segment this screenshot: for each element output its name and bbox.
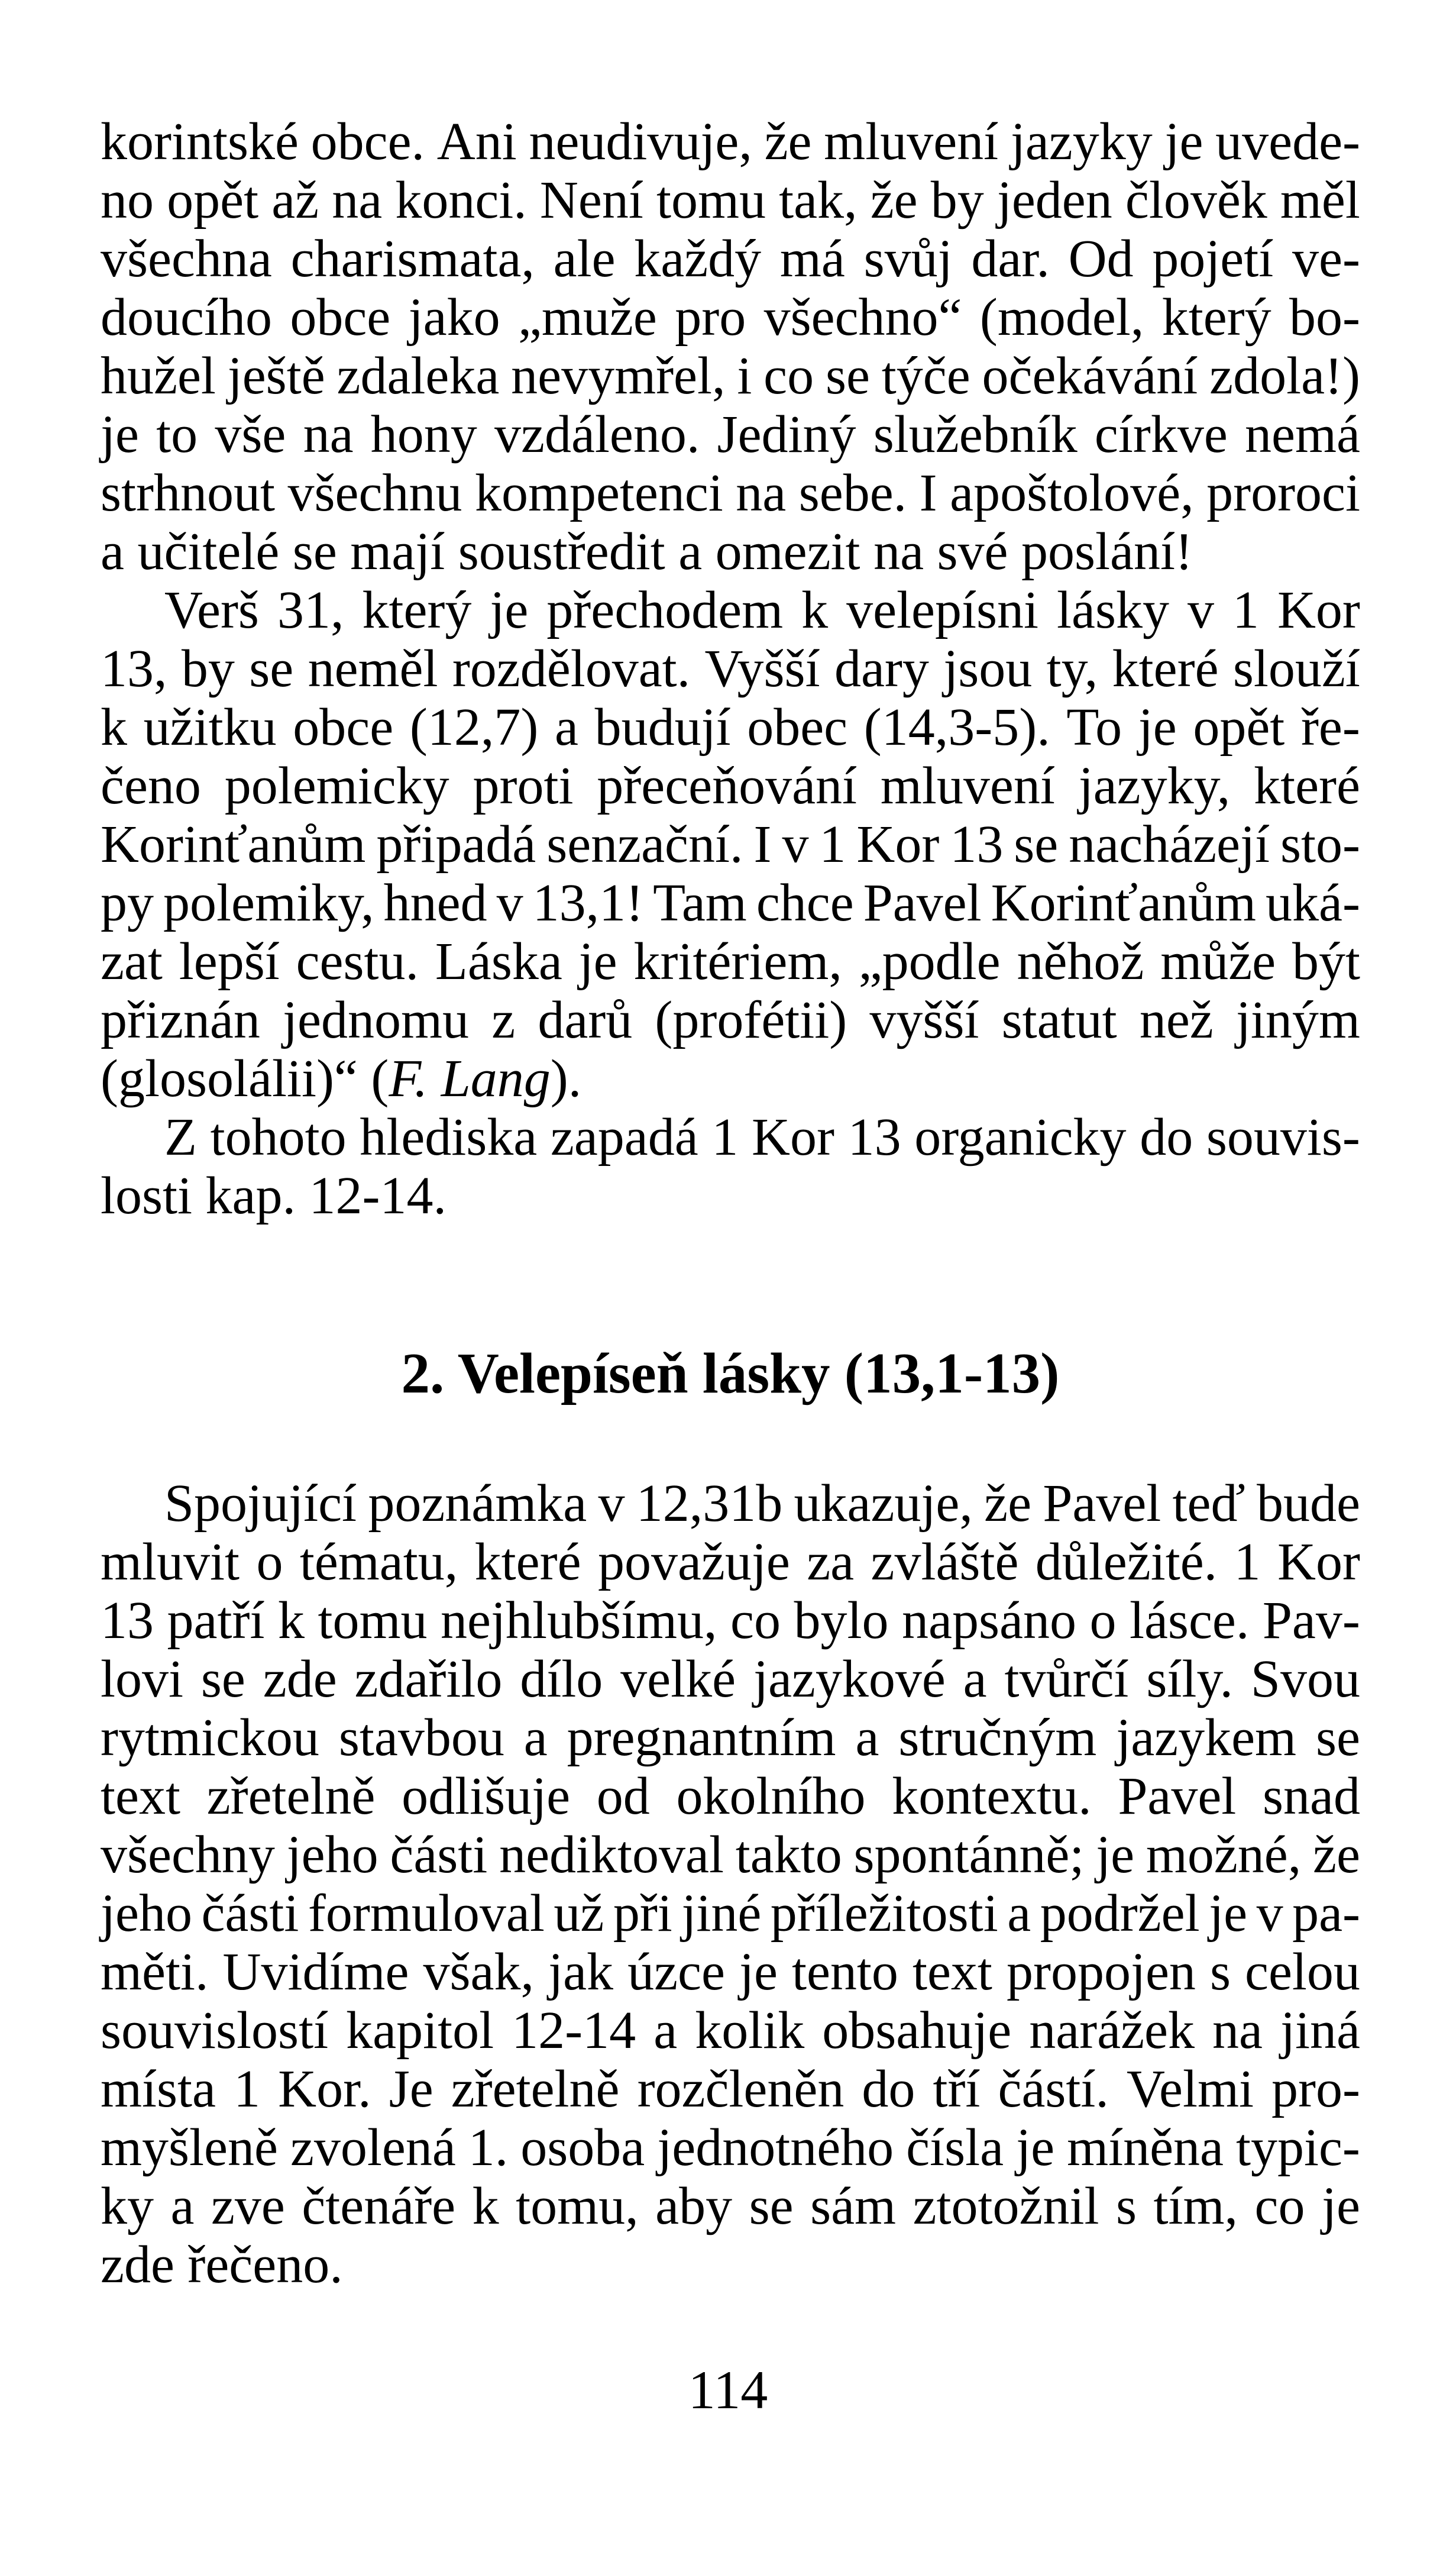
text-line: Spojující poznámka v 12,31b ukazuje, že Pavel teď bude (164, 1474, 1360, 1533)
text-line: Korinťanům připadá senzační. I v 1 Kor 13 se nacházejí sto- (101, 815, 1360, 874)
text-line: a učitelé se mají soustředit a omezit na své poslání! (101, 522, 1193, 581)
text-line: myšleně zvolená 1. osoba jednotného čísla je míněna typic- (101, 2118, 1360, 2177)
body-text-bottom (101, 1474, 1360, 2294)
text-line: místa 1 Kor. Je zřetelně rozčleněn do tří částí. Velmi pro- (101, 2060, 1360, 2118)
text-line: no opět až na konci. Není tomu tak, že by jeden člověk měl (101, 171, 1360, 230)
text-line: strhnout všechnu kompetenci na sebe. I apoštolové, proroci (101, 464, 1360, 522)
text-line: 13 patří k tomu nejhlubšímu, co bylo napsáno o lásce. Pav- (101, 1591, 1360, 1650)
text-line: py polemiky, hned v 13,1! Tam chce Pavel Korinťanům uká- (101, 874, 1360, 932)
text-line: všechna charismata, ale každý má svůj dar. Od pojetí ve- (101, 230, 1360, 288)
text-line: čeno polemicky proti přeceňování mluvení jazyky, které (101, 757, 1360, 815)
text-line: k užitku obce (12,7) a budují obec (14,3-5). To je opět ře- (101, 698, 1360, 757)
page-number: 114 (688, 2360, 768, 2420)
text-line: zde řečeno. (101, 2235, 343, 2294)
text-line: korintské obce. Ani neudivuje, že mluvení jazyky je uvede- (101, 112, 1360, 171)
paragraph (101, 1474, 1360, 2294)
text-line: přiznán jednomu z darů (profétii) vyšší statut než jiným (101, 991, 1360, 1049)
text-line: mluvit o tématu, které považuje za zvláště důležité. 1 Kor (101, 1533, 1360, 1591)
text-line: rytmickou stavbou a pregnantním a stručným jazykem se (101, 1708, 1360, 1767)
text-line: text zřetelně odlišuje od okolního kontextu. Pavel snad (101, 1767, 1360, 1826)
paragraph (101, 112, 1360, 581)
text-line: jeho části formuloval už při jiné příležitosti a podržel je v pa- (101, 1884, 1360, 1943)
text-line: doucího obce jako „muže pro všechno“ (model, který bo- (101, 288, 1360, 347)
paragraph (101, 581, 1360, 1108)
text-line: měti. Uvidíme však, jak úzce je tento text propojen s celou (101, 1943, 1360, 2001)
text-line: losti kap. 12-14. (101, 1167, 446, 1225)
text-line: všechny jeho části nediktoval takto spontánně; je možné, že (101, 1826, 1360, 1884)
paragraph (101, 1108, 1360, 1225)
author-citation: F. Lang (389, 1049, 551, 1108)
text-line: Verš 31, který je přechodem k velepísni lásky v 1 Kor (164, 581, 1360, 639)
text-line: Z tohoto hlediska zapadá 1 Kor 13 organicky do souvis- (164, 1108, 1360, 1167)
text-line: lovi se zde zdařilo dílo velké jazykové a tvůrčí síly. Svou (101, 1650, 1360, 1708)
text-line: hužel ještě zdaleka nevymřel, i co se týče očekávání zdola!) (101, 347, 1360, 405)
body-text-top (101, 112, 1360, 1225)
text-line: (glosolálii)“ ( F. Lang ). (101, 1049, 582, 1108)
text-line: je to vše na hony vzdáleno. Jediný služebník církve nemá (101, 405, 1360, 464)
page-body (101, 112, 1360, 2449)
text-line: souvislostí kapitol 12-14 a kolik obsahuje narážek na jiná (101, 2001, 1360, 2060)
text-line: zat lepší cestu. Láska je kritériem, „podle něhož může být (101, 932, 1360, 991)
section-heading: 2. Velepíseň lásky (13,1-13) (401, 1342, 1060, 1405)
text-line: 13, by se neměl rozdělovat. Vyšší dary jsou ty, které slouží (101, 639, 1360, 698)
text-line: ky a zve čtenáře k tomu, aby se sám ztotožnil s tím, co je (101, 2177, 1360, 2235)
